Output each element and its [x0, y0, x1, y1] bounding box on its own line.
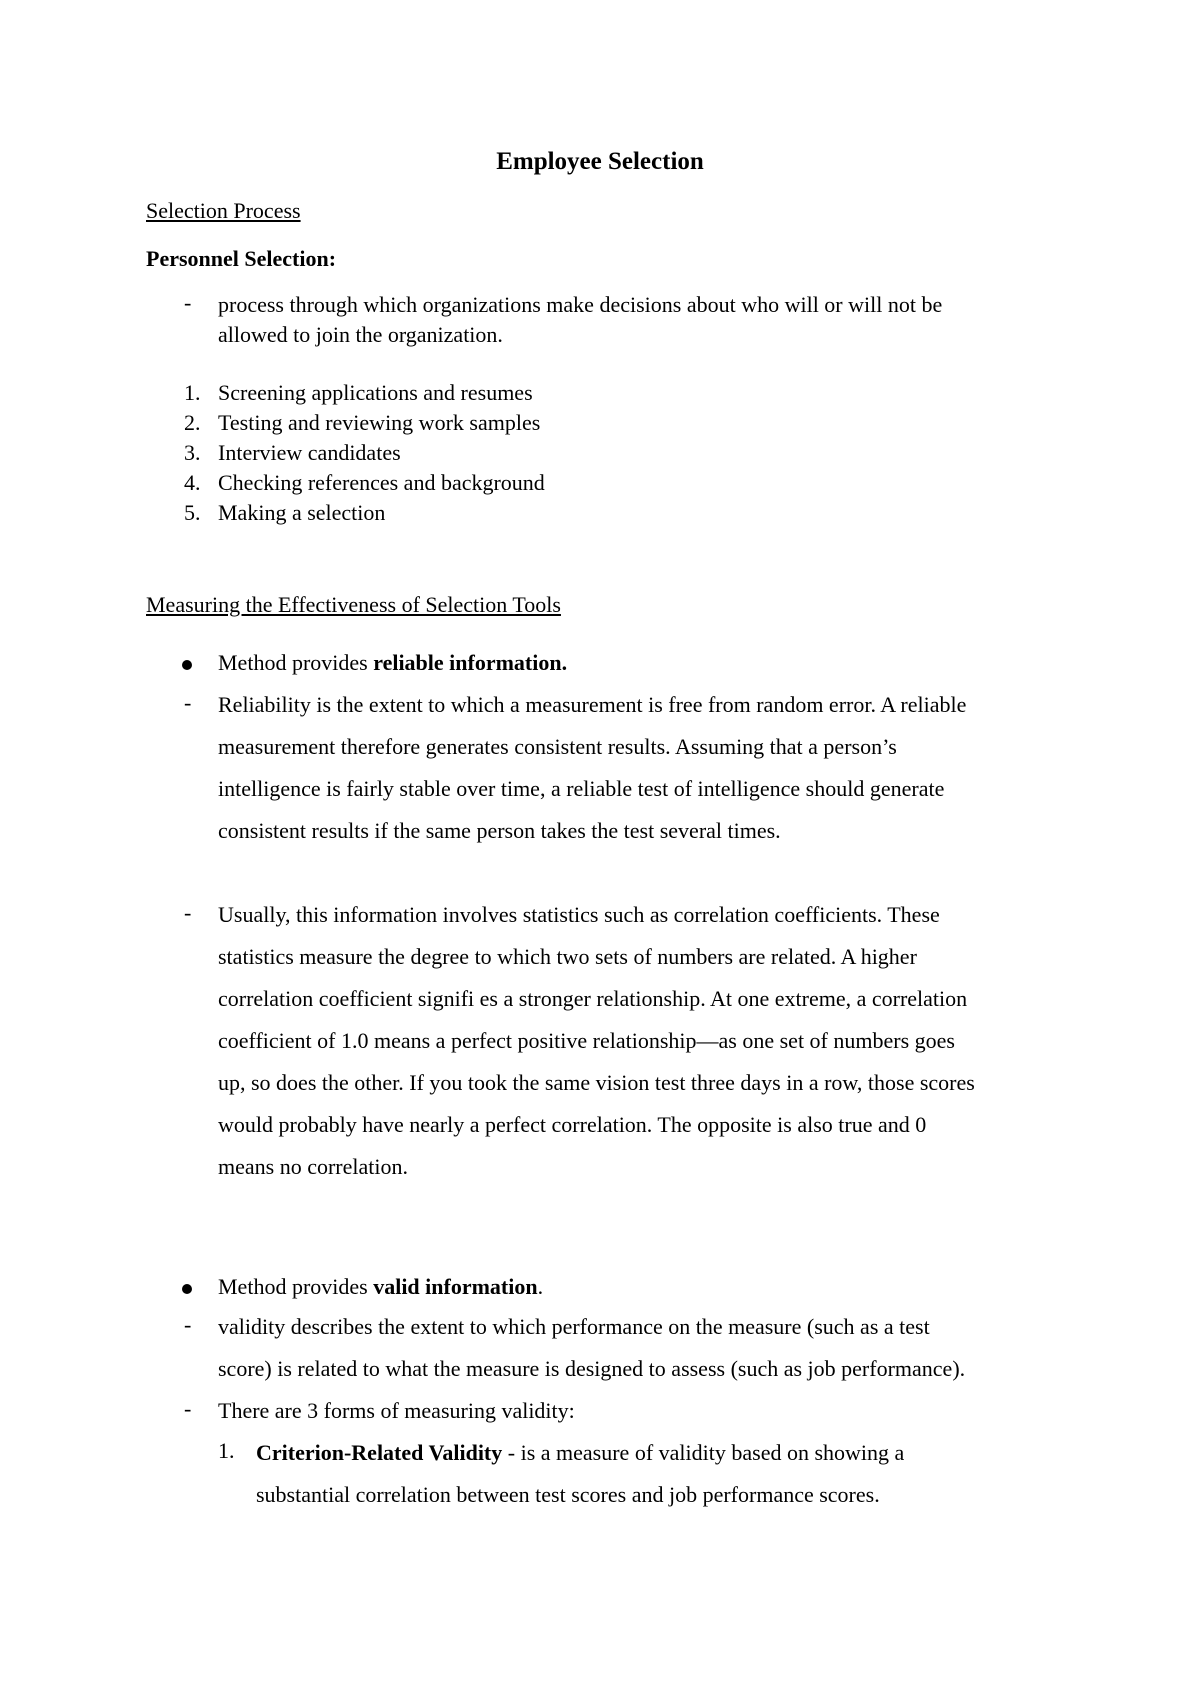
paragraph-text: [218, 1306, 1068, 1390]
definition-text: [218, 290, 1068, 350]
list-item-text: Interview candidates: [218, 440, 401, 465]
list-number: 2.: [184, 410, 201, 435]
text-line: statistics measure the degree to which two sets of numbers are related. A higher: [218, 944, 917, 969]
text-line: coefficient of 1.0 means a perfect positive relationship—as one set of numbers goes: [218, 1028, 955, 1053]
dash-marker: -: [184, 290, 192, 315]
bullet-icon: [182, 1284, 192, 1294]
list-item-text: Testing and reviewing work samples: [218, 410, 541, 435]
dash-marker: -: [184, 690, 192, 715]
text-line: process through which organizations make decisions about who will or will not be: [218, 292, 943, 317]
bullet-bold-term: reliable information.: [373, 650, 568, 675]
bullet-prefix: Method provides: [218, 650, 374, 675]
text-line: consistent results if the same person takes the test several times.: [218, 818, 781, 843]
text-line: Usually, this information involves statistics such as correlation coefficients. These: [218, 902, 940, 927]
text-line: measurement therefore generates consistent results. Assuming that a person’s: [218, 734, 897, 759]
bullet-text: [218, 1274, 1068, 1300]
dash-marker: -: [184, 1312, 192, 1337]
list-number: 4.: [184, 470, 201, 495]
text-line: substantial correlation between test scores and job performance scores.: [256, 1482, 880, 1507]
list-item-text: Screening applications and resumes: [218, 380, 533, 405]
text-line: would probably have nearly a perfect correlation. The opposite is also true and 0: [218, 1112, 927, 1137]
dash-marker: -: [184, 1396, 192, 1421]
text-line: [256, 1432, 1076, 1474]
list-number: 1.: [218, 1438, 235, 1463]
bullet-bold-term: valid information: [373, 1274, 538, 1299]
section-heading-measuring-effectiveness: Measuring the Effectiveness of Selection Tools: [146, 592, 561, 617]
list-number: 5.: [184, 500, 201, 525]
text-line: up, so does the other. If you took the same vision test three days in a row, those scores: [218, 1070, 975, 1095]
dash-marker: -: [184, 900, 192, 925]
text-line: means no correlation.: [218, 1154, 408, 1179]
text-line: score) is related to what the measure is designed to assess (such as job performance).: [218, 1356, 966, 1381]
list-number: 1.: [184, 380, 201, 405]
form-desc: - is a measure of validity based on showing a: [502, 1440, 905, 1465]
bullet-text: [218, 650, 1068, 676]
list-item-text: Making a selection: [218, 500, 386, 525]
form-text: [256, 1432, 1076, 1516]
bullet-icon: [182, 660, 192, 670]
bullet-prefix: Method provides: [218, 1274, 374, 1299]
text-line: intelligence is fairly stable over time, a reliable test of intelligence should generate: [218, 776, 945, 801]
list-number: 3.: [184, 440, 201, 465]
section-heading-selection-process: Selection Process: [146, 198, 301, 223]
text-line: validity describes the extent to which performance on the measure (such as a test: [218, 1314, 930, 1339]
text-line: allowed to join the organization.: [218, 322, 503, 347]
bullet-suffix: .: [537, 1274, 544, 1299]
paragraph-text: There are 3 forms of measuring validity:: [218, 1398, 575, 1423]
subheading-personnel-selection: Personnel Selection:: [146, 246, 337, 271]
form-bold-term: Criterion-Related Validity: [256, 1440, 503, 1465]
text-line: correlation coefficient signifi es a stronger relationship. At one extreme, a correlation: [218, 986, 968, 1011]
paragraph-text: [218, 684, 1068, 852]
paragraph-text: [218, 894, 1068, 1188]
page-title: Employee Selection: [496, 148, 704, 175]
text-line: Reliability is the extent to which a measurement is free from random error. A reliable: [218, 692, 967, 717]
list-item-text: Checking references and background: [218, 470, 545, 495]
